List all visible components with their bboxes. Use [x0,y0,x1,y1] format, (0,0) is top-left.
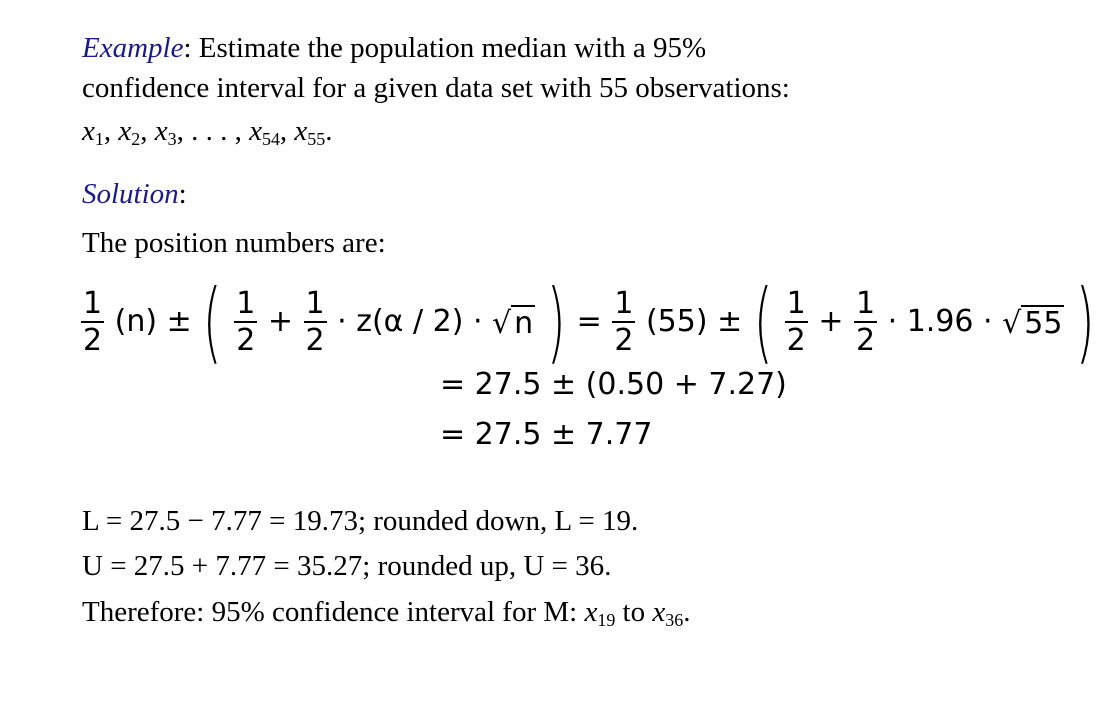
position-formula: $\frac{1}{2}$ (n) ± ( $\frac{1}{2}$ + $\frac{1}{2}$ · z(α / 2) · √ n ) = $\frac{1}{2}$ (55) ± ( $\frac{1}{2}$ + $\frac{1}{2}$ · 1.96 · √ 55 ) [83,270,1095,373]
formula-step-3: = 27.5 ± 7.77 [440,417,653,452]
conclusion-line: Therefore: 95% confidence interval for M: $x_{19}$ to $x_{36}$. [82,596,691,631]
sqrt-n: √ n [492,306,534,341]
lower-bound-line: L = 27.5 − 7.77 = 19.73; rounded down, L = 19. [82,505,639,537]
example-label: Example [82,32,184,64]
fraction-half: $\frac{1}{2}$ [83,285,103,358]
solution-heading: Solution: [82,178,187,210]
solution-label: Solution [82,178,179,210]
sqrt-55: √ 55 [1002,306,1063,341]
upper-bound-line: U = 27.5 + 7.77 = 35.27; rounded up, U = 36. [82,550,612,582]
observation-sequence: $x_1$, $x_2$, $x_3$, . . . , $x_{54}$, $x_{55}$. [82,115,333,150]
solution-intro: The position numbers are: [82,227,386,259]
example-line-2: confidence interval for a given data set with 55 observations: [82,72,790,104]
example-line-1 [82,34,706,63]
formula-step-2: = 27.5 ± (0.50 + 7.27) [440,367,787,402]
example-text-1: : Estimate the population median with a 95% [183,32,707,64]
